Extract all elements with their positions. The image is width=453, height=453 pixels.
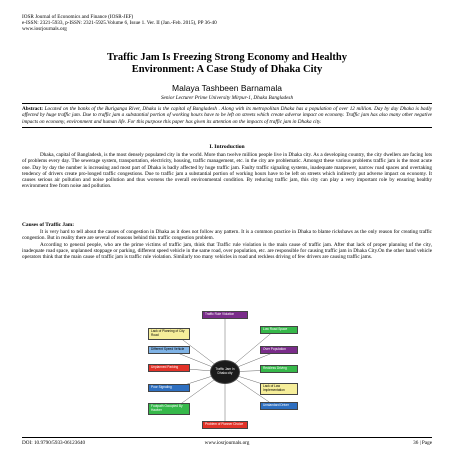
footer-page-number: 36 | Page [413, 440, 432, 446]
footer-doi: DOI: 10.9790/5933-06123640 [22, 440, 86, 446]
abstract-text: Located on the banks of the Buriganga River, Dhaka is the capital of Bangladesh . Along with its metropolitan Dhaka has a population of over 12 million. Day by day Dhaka is badly affected by huge traffic jam. Due to traffic jam a substantial portion of working hours have to be left on streets which create adverse impact on economy. Traffic jam has also many other negative impacts on economy, environment and human life. For this purpose this paper has given its attention on the impacts of traffic jam in Dhaka city. [22, 106, 432, 125]
node-unstandard-driver: Unstandard Driver [260, 402, 298, 410]
causes-paragraph-1: It is very hard to tell about the causes of congestion in Dhaka as it does not follow any pattern. It is a common practice in Dhaka to blame rickshaws as the only reason for creating traffic congestion. But in reality there are several of reasons behind this traffic congestion problem. [22, 229, 432, 242]
abstract-label: Abstract: [22, 106, 44, 112]
section-heading-introduction: I. Introduction [209, 144, 245, 150]
subsection-heading-causes: Causes of Traffic Jam: [22, 222, 75, 228]
node-reckless-driving: Reckless Driving [260, 365, 298, 373]
footer-site[interactable]: www.iosrjournals.org [204, 440, 250, 446]
node-center-traffic-jam: Traffic Jam In Dhaka city [210, 360, 240, 384]
journal-issn: e-ISSN: 2321-5933, p-ISSN: 2321-5925.Volume 6, Issue 1. Ver. II (Jan.-Feb. 2015), PP 36-40 [22, 20, 217, 27]
node-traffic-rule-violation: Traffic Rule Violation [202, 311, 248, 319]
node-lack-of-planning: Lack of Planning of City Road [148, 328, 190, 340]
node-different-speed-vehicle: Different Speed Vehicle [148, 346, 190, 354]
causes-diagram [140, 308, 310, 436]
causes-body [22, 229, 432, 260]
introduction-body [22, 152, 432, 190]
node-poor-signaling: Poor Signaling [148, 384, 190, 392]
title-line-1: Traffic Jam Is Freezing Strong Economy and Healthy [106, 52, 348, 63]
abstract [22, 103, 432, 128]
journal-url[interactable]: www.iosrjournals.org [22, 26, 67, 33]
node-lack-of-law: Lack of Law Implementation [260, 383, 298, 395]
node-over-population: Over Population [260, 346, 298, 354]
author-affiliation: Senior Lecturer Prime University Mirpur-1, Dhaka Bangladesh [160, 95, 294, 101]
causes-paragraph-2: According to general people, who are the prime victims of traffic jam, think that Traffic rule violation is the main cause of traffic jam. After that lack of proper planning of the city, inadequate road space, unplanned stoppage or parking, different speed vehicle in the same road, over population, etc. are responsible for causing traffic jam in Dhaka City.On the other hand vehicle operators think that the main cause of traffic jam is traffic rule violation. Similarly too many vehicles in road and reckless driving of few drivers are causing traffic jams. [22, 241, 432, 261]
paper-title [22, 52, 432, 76]
intro-paragraph: Dhaka, capital of Bangladesh, is the most densely populated city in the world. More than twelve million people live in Dhaka city. As a developing country, the city dwellers are facing lots of problems every day. The sewerage system, transportation, electricity, housing, traffic management, etc. in the city are problematic. Amongst these various problems traffic jam is the most acute one. Day by day the number is increasing and most part of Dhaka is badly affected by huge traffic jam. Faulty traffic signaling systems, inadequate manpower, narrow road spaces and overtaking tendency of drivers create pro-longed traffic congestions. Due to traffic jam a substantial portion of working hours have to be left on streets which indirectly put adverse impact on economy. It causes serious air pollution and noise pollution and thus worsens the overall environmental condition. By reducing traffic jam, this city can play a very important role by ensuring healthy environment free from noise and pollution. [22, 152, 432, 190]
node-low-road-space: Low Road Space [260, 326, 298, 334]
node-footpath-occupied: Footpath Occupied By Hawker [148, 403, 190, 415]
title-line-2: Environment: A Case Study of Dhaka City [131, 64, 323, 75]
author-name: Malaya Tashbeen Barnamala [172, 83, 282, 93]
journal-header [22, 14, 432, 33]
page-footer [22, 437, 432, 446]
journal-name: IOSR Journal of Economics and Finance (IOSR-JEF) [22, 14, 134, 20]
node-problem-planner: Problem of Planner Choice [202, 421, 248, 429]
node-unplanned-parking: Unplanned Parking [148, 364, 190, 372]
